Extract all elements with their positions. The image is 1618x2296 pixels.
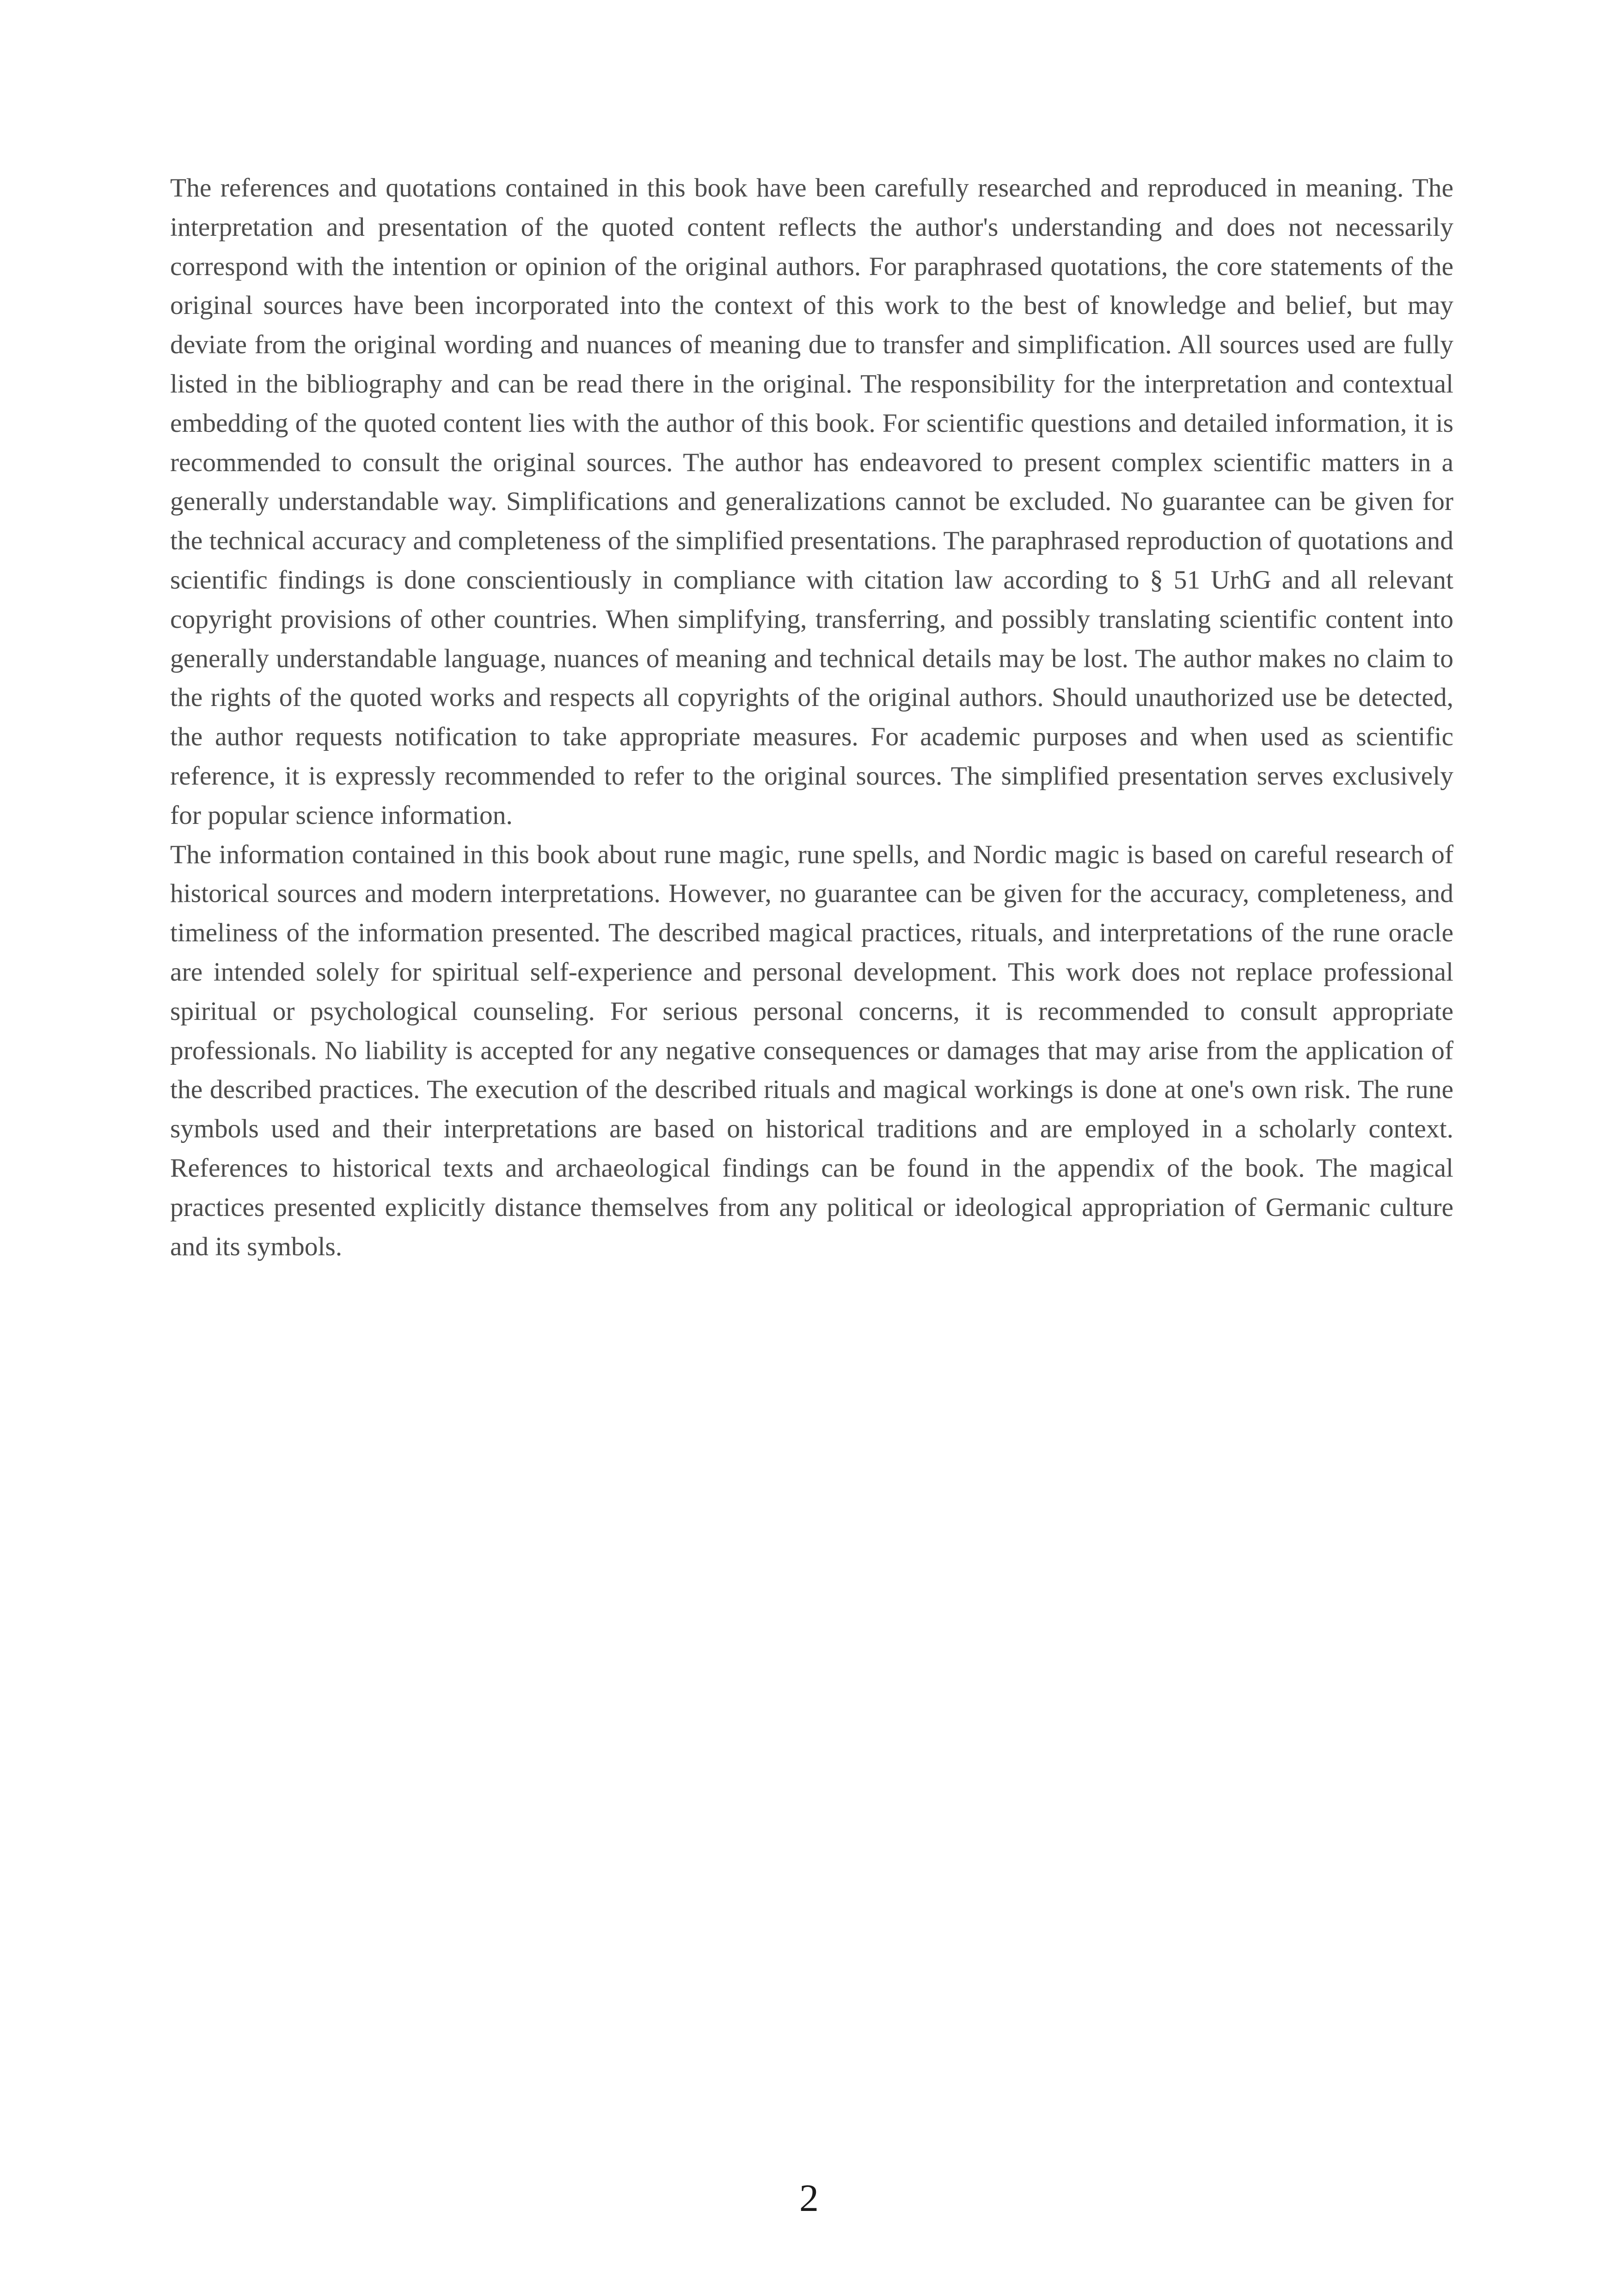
paragraph-disclaimer-rune-magic: The information contained in this book about rune magic, rune spells, and Nordic magic is based on careful research of historical sources and modern interpretations. However, no guarantee can be given for the accuracy, completeness, and timeliness of the information presented. The described magical practices, rituals, and interpretations of the rune oracle are intended solely for spiritual self-experience and personal development. This work does not replace professional spiritual or psychological counseling. For serious personal concerns, it is recommended to consult appropriate professionals. No liability is accepted for any negative consequences or damages that may arise from the application of the described practices. The execution of the described rituals and magical workings is done at one's own risk. The rune symbols used and their interpretations are based on historical traditions and are employed in a scholarly context. References to historical texts and archaeological findings can be found in the appendix of the book. The magical practices presented explicitly distance themselves from any political or ideological appropriation of Germanic culture and its symbols. (170, 840, 1453, 1261)
body-text (170, 169, 1453, 1266)
paragraph-disclaimer-citations: The references and quotations contained in this book have been carefully researched and reproduced in meaning. The interpretation and presentation of the quoted content reflects the author's understanding and does not necessarily correspond with the intention or opinion of the original authors. For paraphrased quotations, the core statements of the original sources have been incorporated into the context of this work to the best of knowledge and belief, but may deviate from the original wording and nuances of meaning due to transfer and simplification. All sources used are fully listed in the bibliography and can be read there in the original. The responsibility for the interpretation and contextual embedding of the quoted content lies with the author of this book. For scientific questions and detailed information, it is recommended to consult the original sources. The author has endeavored to present complex scientific matters in a generally understandable way. Simplifications and generalizations cannot be excluded. No guarantee can be given for the technical accuracy and completeness of the simplified presentations. The paraphrased reproduction of quotations and scientific findings is done conscientiously in compliance with citation law according to § 51 UrhG and all relevant copyright provisions of other countries. When simplifying, transferring, and possibly translating scientific content into generally understandable language, nuances of meaning and technical details may be lost. The author makes no claim to the rights of the quoted works and respects all copyrights of the original authors. Should unauthorized use be detected, the author requests notification to take appropriate measures. For academic purposes and when used as scientific reference, it is expressly recommended to refer to the original sources. The simplified presentation serves exclusively for popular science information. (170, 173, 1453, 830)
page-number: 2 (799, 2177, 819, 2220)
